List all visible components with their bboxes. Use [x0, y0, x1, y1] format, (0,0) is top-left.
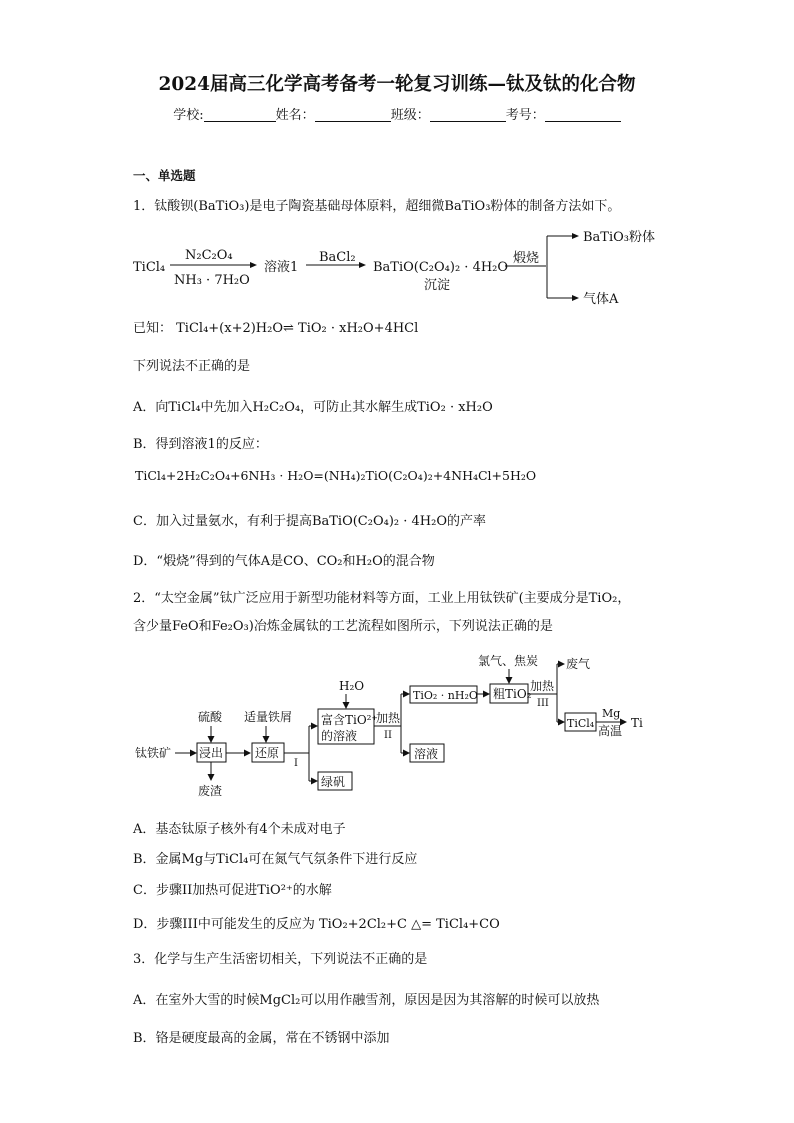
q2-heat: 加热 — [376, 711, 401, 725]
q1-reagent1-bottom: NH₃ · 7H₂O — [174, 273, 250, 288]
q2-step1: I — [294, 758, 298, 769]
q2-ticl4: TiCl₄ — [567, 717, 595, 730]
q2-reduce: 还原 — [255, 746, 280, 760]
q1-option-d[interactable]: D．“煅烧”得到的气体A是CO、CO₂和H₂O的混合物 — [133, 554, 435, 569]
q2-solution: 溶液 — [414, 747, 439, 761]
class-label: 班级： — [390, 108, 430, 123]
name-label: 姓名： — [275, 108, 315, 123]
q1-option-a[interactable]: A．向TiCl₄中先加入H₂C₂O₄，可防止其水解生成TiO₂ · xH₂O — [133, 400, 493, 415]
q2-stem-line2: 含少量FeO和Fe₂O₃)冶炼金属钛的工艺流程如图所示，下列说法正确的是 — [133, 619, 553, 634]
q2-step3: III — [537, 698, 549, 709]
q2-option-a[interactable]: A．基态钛原子核外有4个未成对电子 — [133, 822, 346, 837]
q1-stem: 1．钛酸钡(BaTiO₃)是电子陶瓷基础母体原料，超细微BaTiO₃粉体的制备方法如下。 — [133, 199, 621, 214]
q1-node2: BaTiO(C₂O₄)₂ · 4H₂O — [373, 260, 509, 275]
q1-question: 下列说法不正确的是 — [133, 359, 251, 374]
q3-option-a[interactable]: A．在室外大雪的时候MgCl₂可以用作融雪剂，原因是因为其溶解的时候可以放热 — [133, 993, 600, 1008]
q2-crude: 粗TiO₂ — [493, 687, 532, 701]
q2-ore: 钛铁矿 — [135, 746, 172, 760]
q2-waste-gas: 废气 — [566, 657, 591, 671]
page-title: 2024届高三化学高考备考一轮复习训练—钛及钛的化合物 — [158, 74, 636, 95]
q2-residue: 废渣 — [198, 784, 223, 798]
q1-product2: 气体A — [583, 292, 619, 307]
q2-green: 绿矾 — [321, 775, 346, 789]
q2-water: H₂O — [339, 679, 365, 693]
q2-iron: 适量铁屑 — [244, 710, 293, 724]
q2-option-b[interactable]: B．金属Mg与TiCl₄可在氮气气氛条件下进行反应 — [133, 852, 418, 867]
q1-product1: BaTiO₃粉体 — [583, 230, 656, 245]
q2-heat-3: 加热 — [530, 679, 555, 693]
q2-rich-1: 富含TiO²⁺ — [321, 713, 378, 727]
section-heading: 一、单选题 — [133, 168, 196, 183]
q2-option-d[interactable]: D．步骤III中可能发生的反应为 TiO₂+2Cl₂+C △= TiCl₄+CO — [133, 917, 500, 932]
q2-mg: Mg — [602, 707, 621, 720]
q2-chlorine: 氯气、焦炭 — [478, 654, 539, 668]
q2-option-c[interactable]: C．步骤II加热可促进TiO²⁺的水解 — [133, 883, 332, 898]
q1-option-b[interactable]: B．得到溶液1的反应： — [133, 437, 268, 452]
q2-high-temp: 高温 — [598, 724, 623, 738]
q1-option-c[interactable]: C．加入过量氨水，有利于提高BaTiO(C₂O₄)₂ · 4H₂O的产率 — [133, 514, 486, 529]
q1-reagent2: BaCl₂ — [319, 250, 356, 265]
q2-step2: II — [384, 730, 392, 741]
q2-ti: Ti — [631, 716, 643, 730]
q2-stem-line1: 2．“太空金属”钛广泛应用于新型功能材料等方面，工业上用钛铁矿(主要成分是TiO₂， — [133, 591, 631, 606]
q1-start: TiCl₄ — [133, 260, 166, 275]
q1-option-b-equation: TiCl₄+2H₂C₂O₄+6NH₃ · H₂O=(NH₄)₂TiO(C₂O₄)₂+4NH₄Cl+5H₂O — [135, 468, 537, 483]
q3-option-b[interactable]: B．铬是硬度最高的金属，常在不锈钢中添加 — [133, 1031, 390, 1046]
q2-rich-2: 的溶液 — [321, 729, 358, 743]
q1-step3: 煅烧 — [513, 251, 540, 266]
q1-node2-sub: 沉淀 — [424, 278, 451, 293]
q2-hydrate: TiO₂ · nH₂O — [413, 689, 478, 702]
id-label: 考号： — [505, 108, 545, 123]
q1-known: 已知： TiCl₄+(x+2)H₂O⇌ TiO₂ · xH₂O+4HCl — [133, 321, 419, 336]
q3-stem: 3．化学与生产生活密切相关，下列说法不正确的是 — [133, 952, 428, 967]
q1-node1: 溶液1 — [264, 260, 299, 275]
q1-reagent1-top: N₂C₂O₄ — [185, 248, 233, 263]
q2-leach: 浸出 — [199, 746, 224, 760]
q2-acid: 硫酸 — [198, 710, 223, 724]
school-label: 学校: — [173, 108, 204, 123]
